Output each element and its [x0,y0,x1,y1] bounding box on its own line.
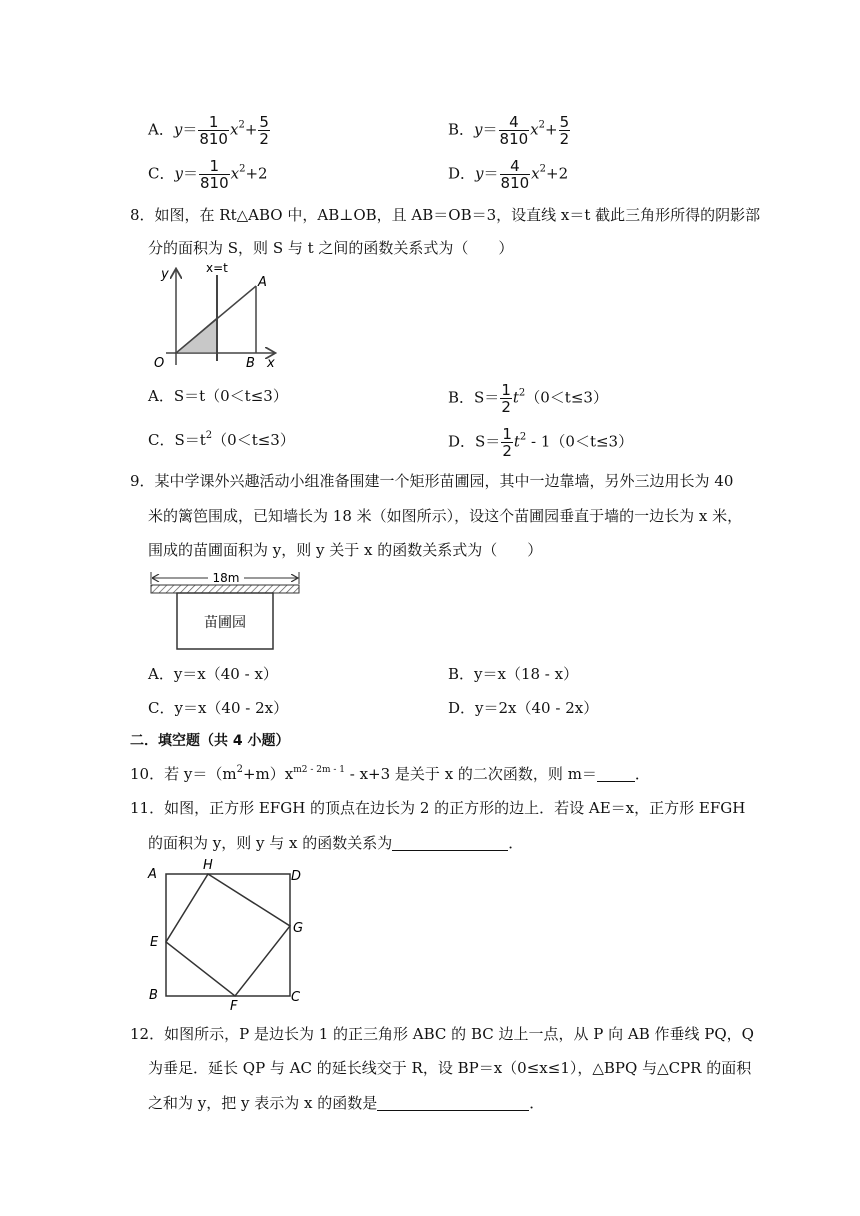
q12-stem-line3: 之和为 y，把 y 表示为 x 的函数是 ． [148,1094,545,1112]
fraction: $\frac{1}{810}$ [199,157,229,192]
q9-stem-line3: 围成的苗圃面积为 y，则 y 关于 x 的函数关系式为（ ） [148,541,543,559]
q8-stem-line1: 8．如图，在 Rt△ABO 中，AB⊥OB，且 AB＝OB＝3，设直线 x＝t 截此三角形所得的阴影部 [130,206,761,224]
fraction: $\frac{1}{2}$ [502,425,512,460]
label-y: y [161,267,169,282]
q7-option-d: D．y＝ $\frac{4}{810}$ $x^2+2$ [448,157,569,192]
wall-length-label: 18m [212,571,240,585]
answer-blank [377,1096,529,1111]
label-E: E [150,935,159,950]
label-B: B [149,988,158,1003]
q7-option-a: A．y＝ $\frac{1}{810}$ $x^2+$ $\frac{5}{2}$ [148,113,269,148]
label-F: F [230,999,238,1014]
q11-stem-line2: 的面积为 y，则 y 与 x 的函数关系为 ． [148,834,524,852]
inner-square-EFGH [166,874,290,996]
label-H: H [203,858,213,873]
label-D: D [291,869,302,884]
wall [151,585,299,593]
q9-stem-line2: 米的篱笆围成，已知墙长为 18 米（如图所示），设这个苗圃园垂直于墙的一边长为 x 米， [148,507,743,525]
q8-option-c: C．$S=t^2(0<t\le 3)$ [148,430,295,449]
q8-figure [146,260,286,380]
garden-label: 苗圃园 [204,615,246,631]
q9-option-a: A．y＝x（40 - x） [148,665,278,683]
fraction: $\frac{5}{2}$ [259,113,269,148]
q11-figure [146,856,316,1014]
q7-option-b: B．y＝ $\frac{4}{810}$ $x^2+$ $\frac{5}{2}$ [448,113,570,148]
q8-option-d: D．S＝ $\frac{1}{2}$ $t^2 - 1(0<t\le 3)$ [448,425,634,460]
q7-option-c: C．y＝ $\frac{1}{810}$ $x^2+2$ [148,157,268,192]
fraction: $\frac{1}{810}$ [199,113,228,148]
q12-stem-line2: 为垂足．延长 QP 与 AC 的延长线交于 R，设 BP＝x（0≤x≤1），△BPQ 与△CPR 的面积 [148,1059,752,1077]
q10-stem: 10．若 $y=(m^2+m)x^{m2 - 2m - 1} - x+3$ 是关于 x 的二次函数，则 m＝ ． [130,764,650,783]
label-A: A [258,275,267,290]
label-O: O [154,356,165,371]
fraction: $\frac{1}{2}$ [501,381,511,416]
section-heading: 二．填空题（共 4 小题） [130,733,290,749]
label-B: B [246,356,255,371]
answer-blank [392,836,508,851]
q9-option-b: B．y＝x（18 - x） [448,665,579,683]
q9-option-d: D．y＝2x（40 - 2x） [448,699,599,717]
label-x: x [267,356,275,371]
q9-figure [148,568,308,658]
q8-option-a: A．S＝t（0＜t≤3） [148,387,288,405]
label-C: C [291,990,301,1005]
q9-stem-line1: 9．某中学课外兴趣活动小组准备围建一个矩形苗圃园，其中一边靠墙，另外三边用长为 40 [130,472,734,490]
q8-option-b: B．S＝ $\frac{1}{2}$ $t^2(0<t\le 3)$ [448,381,608,416]
q12-stem-line1: 12．如图所示，P 是边长为 1 的正三角形 ABC 的 BC 边上一点，从 P 向 AB 作垂线 PQ，Q [130,1025,754,1043]
fraction: $\frac{4}{810}$ [499,113,529,148]
fraction: $\frac{5}{2}$ [559,113,570,148]
q11-stem-line1: 11．如图，正方形 EFGH 的顶点在边长为 2 的正方形的边上．若设 AE＝x，正方形 EFGH [130,799,746,817]
label-A: A [148,867,157,882]
label-line: x=t [206,261,228,275]
fraction: $\frac{4}{810}$ [500,157,530,192]
label-G: G [293,921,304,936]
outer-square [166,874,290,996]
q8-stem-line2: 分的面积为 S，则 S 与 t 之间的函数关系式为（ ） [148,239,514,257]
q9-option-c: C．y＝x（40 - 2x） [148,699,289,717]
answer-blank [597,767,635,782]
